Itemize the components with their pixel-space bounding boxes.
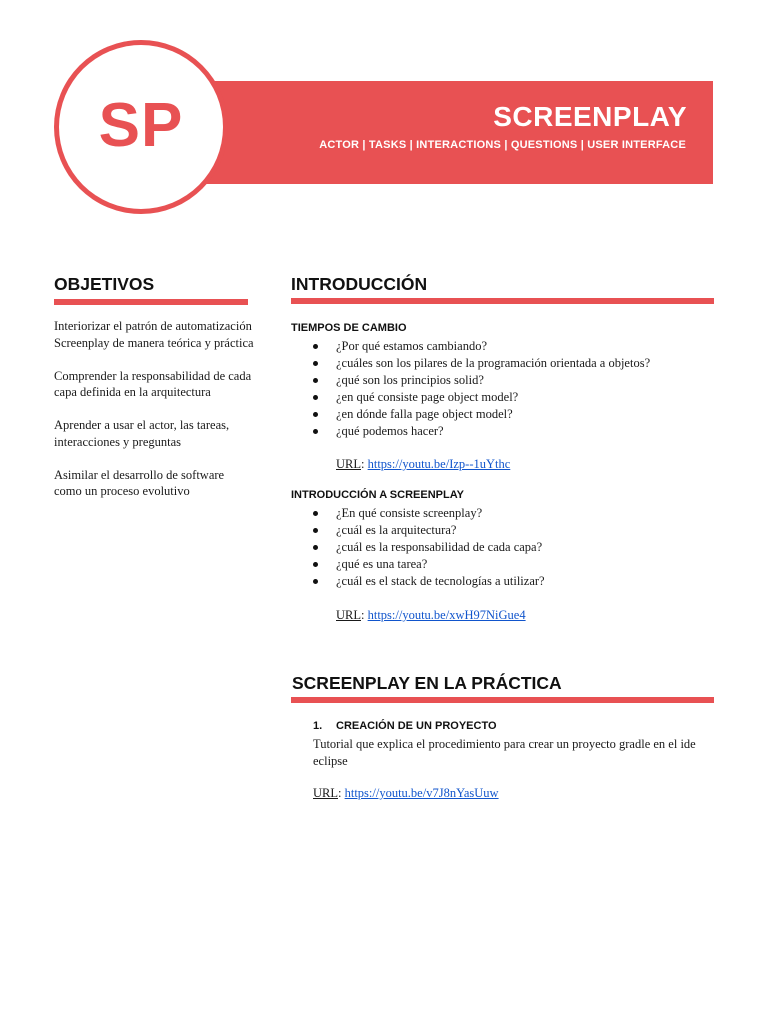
practica-heading: SCREENPLAY EN LA PRÁCTICA (292, 673, 562, 693)
page-subtitle: ACTOR | TASKS | INTERACTIONS | QUESTIONS | USER INTERFACE (319, 139, 686, 151)
item-title: CREACIÓN DE UN PROYECTO (336, 720, 497, 732)
section-title-intro-screenplay: INTRODUCCIÓN A SCREENPLAY (291, 489, 464, 501)
objetivos-rule (54, 299, 248, 305)
logo-inner (59, 45, 223, 209)
bullet-icon (313, 429, 318, 434)
practica-item-description: Tutorial que explica el procedimiento para crear un proyecto gradle en el ide eclipse (313, 737, 696, 768)
introduccion-heading: INTRODUCCIÓN (291, 274, 428, 294)
video-link-tiempos[interactable]: https://youtu.be/Izp--1uYthc (367, 457, 511, 471)
intro-screenplay-bullet-list (311, 505, 721, 590)
item-number: 1. (313, 720, 323, 732)
list-item: ¿qué podemos hacer? (311, 423, 721, 440)
bullet-icon (313, 545, 318, 550)
practica-rule (291, 697, 714, 703)
list-item: ¿cuál es la arquitectura? (311, 522, 721, 539)
bullet-icon (313, 511, 318, 516)
url-label: URL (336, 457, 361, 471)
introduccion-rule (291, 298, 714, 304)
bullet-icon (313, 528, 318, 533)
header-banner (150, 81, 713, 184)
video-link-intro-screenplay[interactable]: https://youtu.be/xwH97NiGue4 (367, 608, 526, 622)
url-line-practica: URL: https://youtu.be/v7J8nYasUuw (313, 786, 499, 800)
video-link-practica[interactable]: https://youtu.be/v7J8nYasUuw (344, 786, 499, 800)
objetivos-heading: OBJETIVOS (54, 274, 155, 294)
practica-item-title (313, 720, 497, 732)
list-item: ¿cuál es el stack de tecnologías a utilizar? (311, 573, 721, 590)
objetivo-item: Aprender a usar el actor, las tareas, interacciones y preguntas (54, 418, 230, 449)
bullet-icon (313, 344, 318, 349)
tiempos-bullet-list (311, 338, 721, 440)
page-title: SCREENPLAY (493, 101, 687, 132)
bullet-icon (313, 412, 318, 417)
list-item: ¿qué es una tarea? (311, 556, 721, 573)
list-item: ¿cuáles son los pilares de la programación orientada a objetos? (311, 355, 721, 372)
bullet-icon (313, 395, 318, 400)
list-item: ¿En qué consiste screenplay? (311, 505, 721, 522)
list-item: ¿Por qué estamos cambiando? (311, 338, 721, 355)
bullet-icon (313, 361, 318, 366)
list-item: ¿cuál es la responsabilidad de cada capa? (311, 539, 721, 556)
bullet-icon (313, 562, 318, 567)
logo-circle (54, 40, 228, 214)
bullet-icon (313, 378, 318, 383)
list-item: ¿en qué consiste page object model? (311, 389, 721, 406)
url-label: URL (336, 608, 361, 622)
url-line-intro-screenplay: URL: https://youtu.be/xwH97NiGue4 (336, 608, 526, 622)
list-item: ¿qué son los principios solid? (311, 372, 721, 389)
objetivo-item: Asimilar el desarrollo de software como un proceso evolutivo (54, 467, 225, 498)
objetivo-item: Interiorizar el patrón de automatización Screenplay de manera teórica y práctica (54, 319, 254, 350)
url-line-tiempos: URL: https://youtu.be/Izp--1uYthc (336, 457, 511, 471)
list-item: ¿en dónde falla page object model? (311, 406, 721, 423)
url-label: URL (313, 786, 338, 800)
objetivo-item: Comprender la responsabilidad de cada capa definida en la arquitectura (54, 368, 252, 399)
objetivos-list (54, 318, 254, 516)
logo-text: SP (98, 90, 184, 160)
bullet-icon (313, 579, 318, 584)
section-title-tiempos: TIEMPOS DE CAMBIO (291, 322, 407, 334)
